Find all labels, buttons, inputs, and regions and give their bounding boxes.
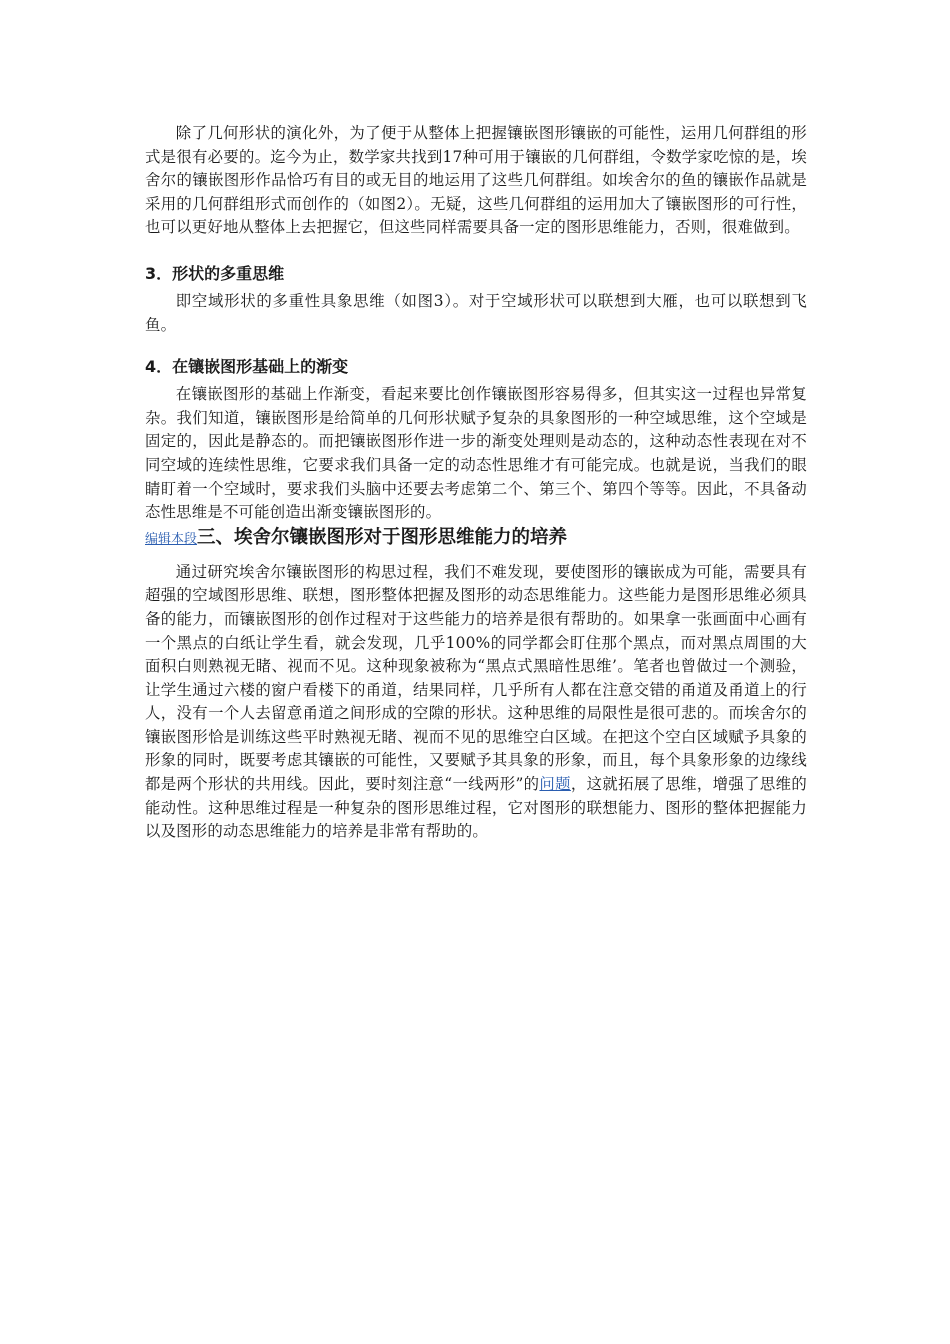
section-3-paragraph: 即空域形状的多重性具象思维（如图3）。对于空域形状可以联想到大雁，也可以联想到飞鱼。: [145, 291, 807, 334]
intro-paragraph: 除了几何形状的演化外，为了便于从整体上把握镶嵌图形镶嵌的可能性，运用几何群组的形式是很有必要的。迄今为止，数学家共找到17种可用于镶嵌的几何群组，令数学家吃惊的是，埃舍尔的镶嵌图形作品恰巧有目的或无目的地运用了这些几何群组。如埃舍尔的鱼的镶嵌作品就是采用的几何群组形式而创作的（如图2）。无疑，这些几何群组的运用加大了镶嵌图形的可行性，也可以更好地从整体上去把握它，但这些同样需要具备一定的图形思维能力，否则，很难做到。: [145, 124, 807, 237]
chapter-3-paragraph: [145, 561, 807, 844]
chapter-3-text-part-1: 通过研究埃舍尔镶嵌图形的构思过程，我们不难发现，要使图形的镶嵌成为可能，需要具有超强的空域图形思维、联想，图形整体把握及图形的动态思维能力。这些能力是图形思维必须具备的能力，而镶嵌图形的创作过程对于这些能力的培养是很有帮助的。如果拿一张画面中心画有一个黑点的白纸让学生看，就会发现，几乎100%的同学都会盯住那个黑点，而对黑点周围的大面积白则熟视无睹、视而不见。这种现象被称为“黑点式黑暗性思维’。笔者也曾做过一个测验，让学生通过六楼的窗户看楼下的甬道，结果同样，几乎所有人都在注意交错的甬道及甬道上的行人，没有一个人去留意甬道之间形成的空隙的形状。这种思维的局限性是很可悲的。而埃舍尔的镶嵌图形恰是训练这些平时熟视无睹、视而不见的思维空白区域。在把这个空白区域赋予具象的形象的同时，既要考虑其镶嵌的可能性，又要赋予其具象的形象，而且，每个具象形象的边缘线都是两个形状的共用线。因此，要时刻注意“一线两形”的: [145, 562, 807, 794]
edit-section-link[interactable]: 编辑本段: [145, 531, 198, 547]
chapter-3-text-part-2: ，这就拓展了思维，增强了思维的能动性。这种思维过程是一种复杂的图形思维过程，它对图形的联想能力、图形的整体把握能力以及图形的动态思维能力的培养是非常有帮助的。: [145, 775, 807, 841]
chapter-3-title: 三、埃舍尔镶嵌图形对于图形思维能力的培养: [197, 526, 568, 548]
document-page: [145, 122, 807, 844]
chapter-3-header: [145, 525, 807, 553]
section-4-heading: 4．在镶嵌图形基础上的渐变: [145, 357, 349, 377]
problem-link[interactable]: 问题: [539, 775, 571, 794]
section-4-paragraph: 在镶嵌图形的基础上作渐变，看起来要比创作镶嵌图形容易得多，但其实这一过程也异常复杂。我们知道，镶嵌图形是给简单的几何形状赋予复杂的具象图形的一种空域思维，这个空域是固定的，因此是静态的。而把镶嵌图形作进一步的渐变处理则是动态的，这种动态性表现在对不同空域的连续性思维，它要求我们具备一定的动态性思维才有可能完成。也就是说，当我们的眼睛盯着一个空域时，要求我们头脑中还要去考虑第二个、第三个、第四个等等。因此，不具备动态性思维是不可能创造出渐变镶嵌图形的。: [145, 385, 807, 522]
section-3-heading: 3．形状的多重思维: [145, 263, 285, 283]
